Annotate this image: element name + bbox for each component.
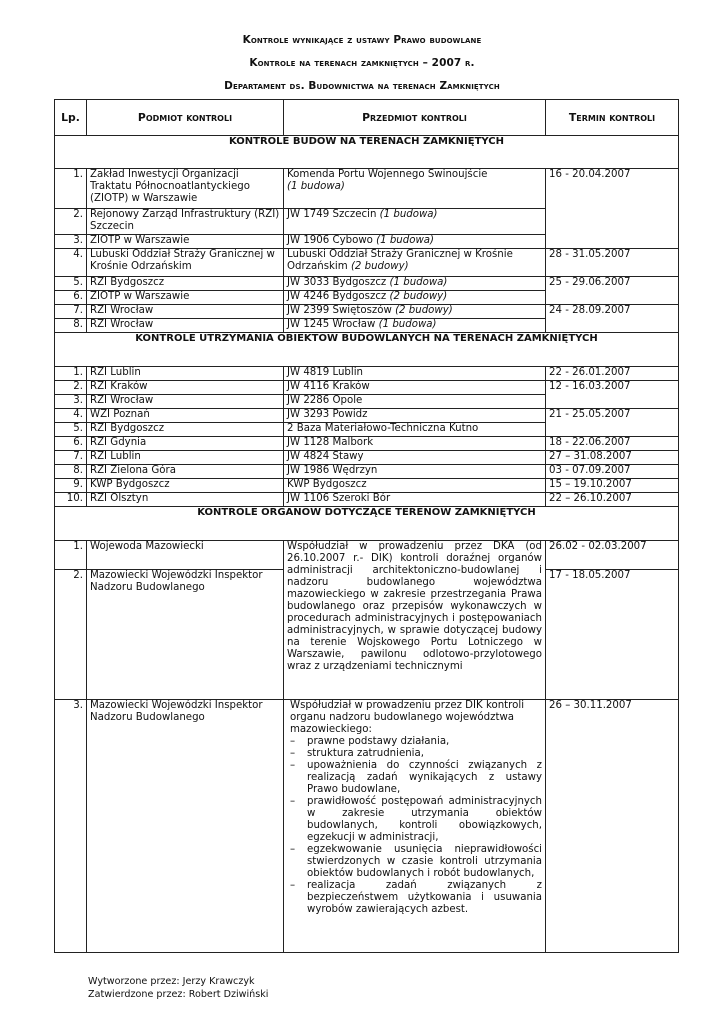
row-podmiot: RZI Gdynia [87, 437, 284, 451]
row-termin: 28 - 31.05.2007 [546, 249, 679, 277]
row-termin: 25 - 29.06.2007 [546, 277, 679, 305]
row-termin: 17 - 18.05.2007 [546, 570, 679, 700]
row-termin: 18 - 22.06.2007 [546, 437, 679, 451]
przedmiot-note: (2 budowy) [395, 305, 453, 316]
row-podmiot: RZI Lublin [87, 451, 284, 465]
row-przedmiot: 2 Baza Materiałowo-Techniczna Kutno [284, 423, 546, 437]
row-podmiot: Wojewoda Mazowiecki [87, 541, 284, 570]
header-podmiot: Podmiot kontroli [87, 100, 284, 136]
row-podmiot: RZI Zielona Góra [87, 465, 284, 479]
row-przedmiot-dka: Współudział w prowadzeniu przez DKA (od 26.10.2007 r.- DIK) kontroli doraźnej organów administracji architektoniczno-budowlanej i nadzoru budowlanego województwa mazowieckiego w zakresie przestrzegania Prawa budowlanego oraz przepisów wykonawczych w procedurach administracyjnych i postępowaniach administracyjnych, w sprawie dotyczącej budowy na terenie Wojskowego Portu Lotniczego w Warszawie, pawilonu odlotowo-przylotowego wraz z urządzeniami technicznymi [284, 541, 546, 700]
przedmiot-text: JW 4246 Bydgoszcz [287, 291, 387, 302]
row-przedmiot [284, 209, 546, 235]
row-podmiot: RZI Bydgoszcz [87, 277, 284, 291]
table-row [55, 305, 679, 319]
row-przedmiot [284, 291, 546, 305]
table-header-row [55, 100, 679, 136]
table-row [55, 465, 679, 479]
row-podmiot: ZIOTP w Warszawie [87, 235, 284, 249]
row-podmiot: RZI Kraków [87, 381, 284, 395]
row-przedmiot [284, 305, 546, 319]
row-przedmiot [284, 319, 546, 333]
table-row [55, 451, 679, 465]
row-przedmiot: JW 3293 Powidz [284, 409, 546, 423]
row-podmiot: RZI Olsztyn [87, 493, 284, 507]
row-lp: 5. [55, 423, 87, 437]
table-row [55, 541, 679, 570]
row-przedmiot: JW 4116 Kraków [284, 381, 546, 395]
row-lp: 4. [55, 409, 87, 423]
row-podmiot: KWP Bydgoszcz [87, 479, 284, 493]
list-item: – struktura zatrudnienia, [287, 748, 542, 760]
row-przedmiot-dik [284, 700, 546, 953]
list-item: – egzekwowanie usunięcia nieprawidłowości stwierdzonych w czasie kontroli utrzymania obiektów budowlanych i robót budowlanych, [287, 844, 542, 880]
row-przedmiot: JW 1128 Malbork [284, 437, 546, 451]
row-podmiot: RZI Wrocław [87, 395, 284, 409]
przedmiot-text: JW 1245 Wrocław [287, 319, 376, 330]
section-title-utrzymanie: KONTROLE UTRZYMANIA OBIEKTÓW BUDOWLANYCH NA TERENACH ZAMKNIĘTYCH [55, 333, 679, 367]
row-podmiot: Rejonowy Zarząd Infrastruktury (RZI) Szczecin [87, 209, 284, 235]
przedmiot-note: (1 budowa) [389, 277, 448, 288]
row-podmiot: Lubuski Oddział Straży Granicznej w Krośnie Odrzańskim [87, 249, 284, 277]
doc-title-line3: Departament ds. Budownictwa na terenach Zamkniętych [224, 80, 500, 92]
przedmiot-note: (1 budowa) [378, 319, 437, 330]
row-lp: 1. [55, 169, 87, 209]
table-row [55, 493, 679, 507]
row-lp: 3. [55, 395, 87, 409]
row-przedmiot [284, 249, 546, 277]
przedmiot-text: JW 1749 Szczecin [287, 209, 377, 220]
section-title-organy: KONTROLE ORGANÓW DOTYCZĄCE TERENÓW ZAMKNIĘTYCH [55, 507, 679, 541]
row-podmiot: Zakład Inwestycji Organizacji Traktatu Północnoatlantyckiego (ZIOTP) w Warszawie [87, 169, 284, 209]
header-lp: Lp. [55, 100, 87, 136]
row-przedmiot [284, 169, 546, 209]
table-row [55, 367, 679, 381]
row-podmiot: WZI Poznań [87, 409, 284, 423]
row-lp: 8. [55, 319, 87, 333]
row-przedmiot: KWP Bydgoszcz [284, 479, 546, 493]
header-przedmiot: Przedmiot kontroli [284, 100, 546, 136]
table-row [55, 277, 679, 291]
row-lp: 7. [55, 451, 87, 465]
table-row [55, 700, 679, 953]
table-row [55, 409, 679, 423]
row-przedmiot [284, 235, 546, 249]
przedmiot-text: JW 2399 Świętoszów [287, 305, 392, 316]
list-item: – prawne podstawy działania, [287, 736, 542, 748]
row-podmiot: RZI Wrocław [87, 319, 284, 333]
row-podmiot: Mazowiecki Wojewódzki Inspektor Nadzoru Budowlanego [87, 700, 284, 953]
row-podmiot: RZI Lublin [87, 367, 284, 381]
row-przedmiot: JW 1986 Wędrzyn [284, 465, 546, 479]
table-row [55, 479, 679, 493]
footer-approved-by: Zatwierdzone przez: Robert Dziwiński [88, 989, 269, 1000]
row-podmiot: RZI Bydgoszcz [87, 423, 284, 437]
row-lp: 2. [55, 570, 87, 700]
row-podmiot: RZI Wrocław [87, 305, 284, 319]
row-przedmiot: JW 4824 Stawy [284, 451, 546, 465]
row-lp: 3. [55, 235, 87, 249]
przedmiot-text: Lubuski Oddział Straży Granicznej w Krośnie Odrzańskim [287, 249, 513, 272]
list-item: – upoważnienia do czynności związanych z realizacją zadań wynikających z ustawy Prawo budowlane, [287, 760, 542, 796]
list-item: – prawidłowość postępowań administracyjnych w zakresie utrzymania obiektów budowlanych, kontroli obowiązkowych, egzekucji w administracji, [287, 796, 542, 844]
przedmiot-note: (1 budowa) [287, 181, 345, 192]
row-termin: 22 – 26.10.2007 [546, 493, 679, 507]
przedmiot-text: JW 3033 Bydgoszcz [287, 277, 387, 288]
row-termin: 26.02 - 02.03.2007 [546, 541, 679, 570]
row-termin: 27 – 31.08.2007 [546, 451, 679, 465]
przedmiot-note: (2 budowy) [350, 261, 409, 272]
row-lp: 8. [55, 465, 87, 479]
row-przedmiot [284, 277, 546, 291]
przedmiot-text: Komenda Portu Wojennego Świnoujście [287, 169, 488, 180]
row-termin: 26 – 30.11.2007 [546, 700, 679, 953]
table-row [55, 249, 679, 277]
footer-created-by: Wytworzone przez: Jerzy Krawczyk [88, 976, 255, 987]
row-lp: 5. [55, 277, 87, 291]
doc-title-line2: Kontrole na terenach zamkniętych – 2007 r. [249, 57, 475, 69]
row-termin: 16 - 20.04.2007 [546, 169, 679, 249]
row-lp: 7. [55, 305, 87, 319]
przedmiot-note: (1 budowa) [379, 209, 438, 220]
przedmiot-note: (1 budowa) [376, 235, 435, 246]
table-row [55, 381, 679, 395]
row-termin: 03 - 07.09.2007 [546, 465, 679, 479]
row-lp: 1. [55, 541, 87, 570]
row-przedmiot: JW 2286 Opole [284, 395, 546, 409]
table-row [55, 169, 679, 209]
doc-title-line1: Kontrole wynikające z ustawy Prawo budowlane [242, 34, 482, 46]
header-termin: Termin kontroli [546, 100, 679, 136]
przedmiot-note: (2 budowy) [389, 291, 448, 302]
section-title-budowy: KONTROLE BUDÓW NA TERENACH ZAMKNIĘTYCH [55, 136, 679, 169]
row-podmiot: Mazowiecki Wojewódzki Inspektor Nadzoru Budowlanego [87, 570, 284, 700]
row-termin: 21 - 25.05.2007 [546, 409, 679, 437]
row-lp: 2. [55, 381, 87, 395]
controls-table [54, 99, 679, 953]
przedmiot-intro: Współudział w prowadzeniu przez DIK kontroli organu nadzoru budowlanego województwa mazowieckiego: [290, 700, 525, 735]
row-lp: 2. [55, 209, 87, 235]
row-przedmiot: JW 1106 Szeroki Bór [284, 493, 546, 507]
row-lp: 9. [55, 479, 87, 493]
row-lp: 6. [55, 437, 87, 451]
row-przedmiot: JW 4819 Lublin [284, 367, 546, 381]
przedmiot-text: JW 1906 Cybowo [287, 235, 373, 246]
row-termin: 24 - 28.09.2007 [546, 305, 679, 333]
row-lp: 6. [55, 291, 87, 305]
row-lp: 10. [55, 493, 87, 507]
row-podmiot: ZIOTP w Warszawie [87, 291, 284, 305]
table-row [55, 437, 679, 451]
przedmiot-list [287, 736, 542, 916]
row-lp: 1. [55, 367, 87, 381]
row-lp: 4. [55, 249, 87, 277]
list-item: – realizacja zadań związanych z bezpieczeństwem użytkowania i usuwania wyrobów zawierających azbest. [287, 880, 542, 916]
row-termin: 15 – 19.10.2007 [546, 479, 679, 493]
row-lp: 3. [55, 700, 87, 953]
row-termin: 12 - 16.03.2007 [546, 381, 679, 409]
row-termin: 22 - 26.01.2007 [546, 367, 679, 381]
